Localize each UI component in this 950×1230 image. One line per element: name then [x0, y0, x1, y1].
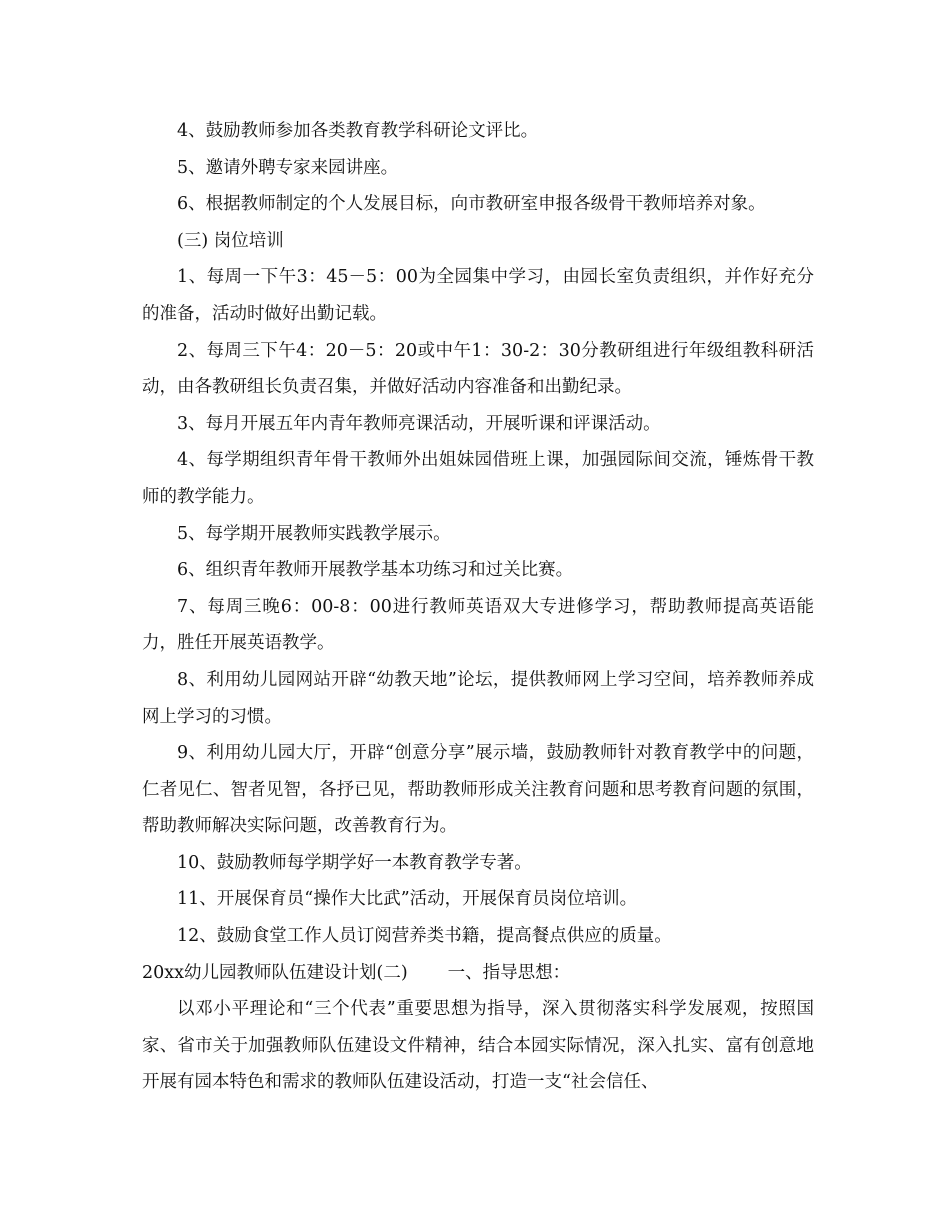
- list-item-english-study: 7、每周三晚6：00-8：00进行教师英语双大专进修学习，帮助教师提高英语能力，胜任开展英语教学。: [142, 596, 814, 654]
- list-item-showcase-lessons: 3、每月开展五年内青年教师亮课活动，开展听课和评课活动。: [177, 413, 661, 434]
- list-item-encourage-papers: 4、鼓励教师参加各类教育教学科研论文评比。: [177, 121, 539, 141]
- list-item-practice-display: 5、每学期开展教师实践教学展示。: [177, 523, 451, 544]
- list-item-research-activity: 2、每周三下午4：20－5：20或中午1：30-2：30分教研组进行年级组教科研活动，由各教研组长负责召集，并做好活动内容准备和出勤纪录。: [142, 340, 814, 398]
- list-item-online-forum: 8、利用幼儿园网站开辟“幼教天地”论坛，提供教师网上学习空间，培养教师养成网上学习的习惯。: [142, 669, 814, 727]
- guiding-thought-heading: 一、指导思想：: [447, 962, 571, 983]
- list-item-invite-experts: 5、邀请外聘专家来园讲座。: [177, 157, 399, 178]
- list-item-idea-wall: 9、利用幼儿园大厅，开辟“创意分享”展示墙，鼓励教师针对教育教学中的问题，仁者见仁、智者见智，各抒已见，帮助教师形成关注教育问题和思考教育问题的氛围，帮助教师解决实际问题，改善教育行为。: [142, 743, 814, 837]
- list-item-sister-kindergarten: 4、每学期组织青年骨干教师外出姐妹园借班上课，加强园际间交流，锤炼骨干教师的教学能力。: [142, 450, 814, 507]
- subsection-heading: (三) 岗位培训: [177, 230, 284, 251]
- section-heading-line: [142, 955, 814, 992]
- list-item-read-book: 10、鼓励教师每学期学好一本教育教学专著。: [177, 852, 532, 873]
- document-body: [142, 113, 814, 1101]
- list-item-weekly-study: 1、每周一下午3：45－5：00为全园集中学习，由园长室负责组织，并作好充分的准备，活动时做好出勤记载。: [142, 267, 814, 324]
- list-item-caregiver-training: 11、开展保育员“操作大比武”活动，开展保育员岗位培训。: [177, 889, 638, 910]
- list-item-canteen-staff: 12、鼓励食堂工作人员订阅营养类书籍，提高餐点供应的质量。: [177, 926, 672, 947]
- guiding-thought-paragraph: 以邓小平理论和“三个代表”重要思想为指导，深入贯彻落实科学发展观，按照国家、省市关于加强教师队伍建设文件精神，结合本园实际情况，深入扎实、富有创意地开展有园本特色和需求的教师队伍建设活动，打造一支“社会信任、: [142, 999, 814, 1093]
- list-item-skills-contest: 6、组织青年教师开展教学基本功练习和过关比赛。: [177, 560, 574, 581]
- section-title: 20xx幼儿园教师队伍建设计划(二): [142, 962, 408, 983]
- list-item-backbone-teachers: 6、根据教师制定的个人发展目标，向市教研室申报各级骨干教师培养对象。: [177, 194, 766, 215]
